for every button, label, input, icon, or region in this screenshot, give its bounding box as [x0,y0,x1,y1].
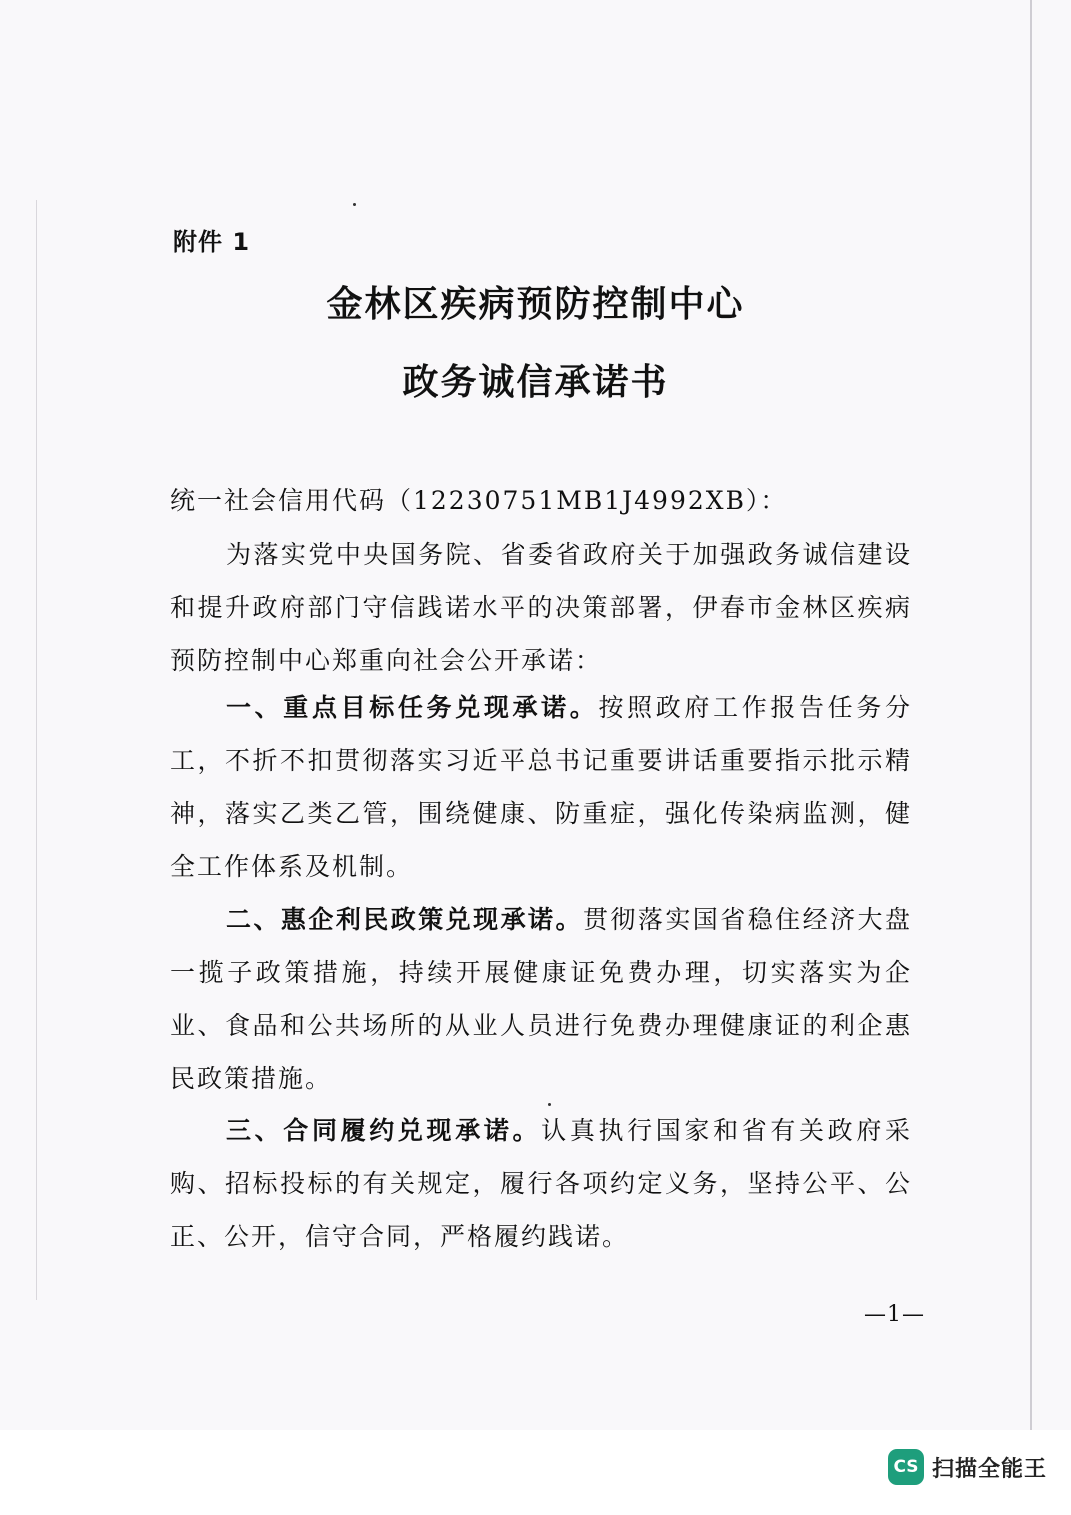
commitment-text-1: 按照政府工作报告任务分工，不折不扣贯彻落实习近平总书记重要讲话重要指示批示精神，落实乙类乙管，围绕健康、防重症，强化传染病监测，健全工作体系及机制。 [170,693,912,881]
commitment-heading-3: 三、合同履约兑现承诺。 [226,1116,542,1145]
intro-paragraph [170,528,912,687]
commitment-paragraph-1 [170,681,912,893]
scan-edge-right [1030,0,1032,1430]
document-title-line1: 金林区疾病预防控制中心 [326,283,745,325]
document-title-line2: 政务诚信承诺书 [402,361,669,403]
camscanner-logo-icon: CS [888,1449,924,1485]
credit-code: 统一社会信用代码（12230751MB1J4992XB）： [170,486,788,515]
attachment-label: 附件 1 [173,228,251,256]
commitment-paragraph-3 [170,1104,912,1263]
commitment-text-3: 认真执行国家和省有关政府采购、招标投标的有关规定，履行各项约定义务，坚持公平、公正、公开，信守合同，严格履约践诺。 [170,1116,912,1251]
page-number: —1— [864,1302,925,1327]
commitment-text-2: 贯彻落实国省稳住经济大盘一揽子政策措施，持续开展健康证免费办理，切实落实为企业、食品和公共场所的从业人员进行免费办理健康证的利企惠民政策措施。 [170,905,912,1093]
scanner-watermark [888,1449,1047,1485]
commitment-heading-2: 二、惠企利民政策兑现承诺。 [226,905,583,934]
commitment-heading-1: 一、重点目标任务兑现承诺。 [226,693,599,722]
scan-speck [353,203,356,206]
commitment-paragraph-2 [170,893,912,1105]
watermark-app-name: 扫描全能王 [932,1456,1048,1482]
intro-text: 为落实党中央国务院、省委省政府关于加强政务诚信建设和提升政府部门守信践诺水平的决策部署，伊春市金林区疾病预防控制中心郑重向社会公开承诺： [170,540,912,675]
